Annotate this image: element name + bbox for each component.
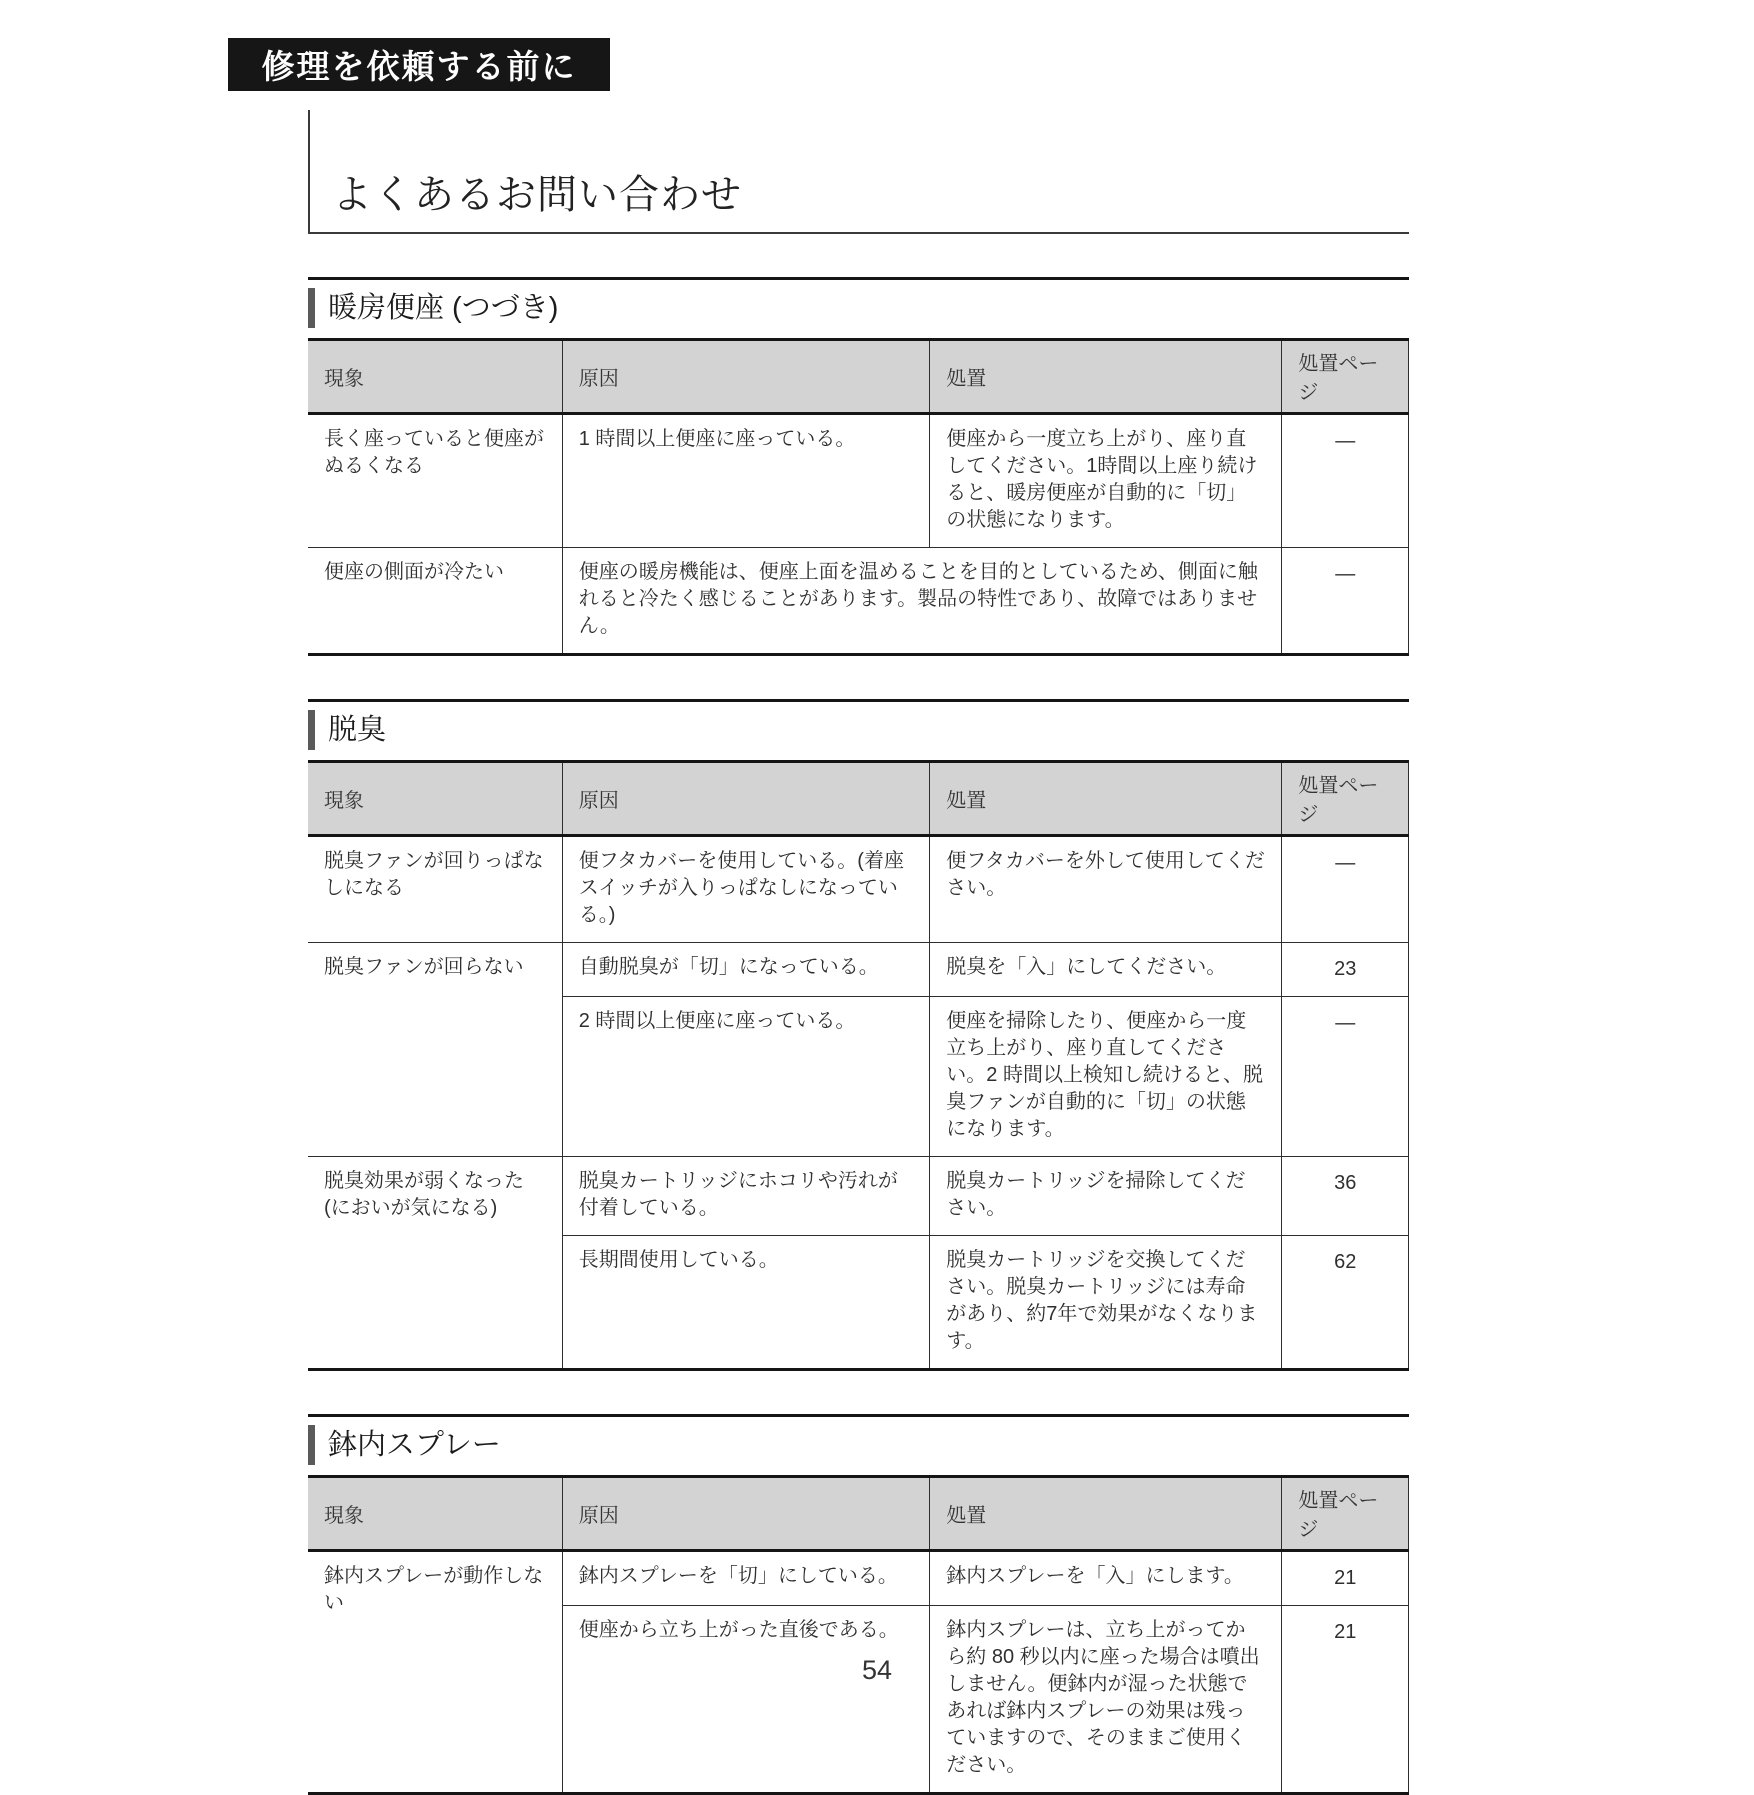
- content-area: [308, 110, 1409, 1795]
- page-title: よくあるお問い合わせ: [332, 173, 742, 217]
- col-header-treatment: 処置: [930, 1477, 1282, 1551]
- cause-cell: 2 時間以上便座に座っている。: [562, 997, 930, 1157]
- treatment-cell: 脱臭を「入」にしてください。: [930, 943, 1282, 997]
- cause-cell: 1 時間以上便座に座っている。: [562, 414, 930, 548]
- col-header-treatment: 処置: [930, 762, 1282, 836]
- col-header-cause: 原因: [562, 340, 930, 414]
- page-ref-cell: —: [1282, 548, 1409, 655]
- section-heading-label: 鉢内スプレー: [328, 1429, 501, 1461]
- col-header-page: 処置ページ: [1282, 1477, 1409, 1551]
- section-heading: [308, 702, 1409, 760]
- cause-cell: 自動脱臭が「切」になっている。: [562, 943, 930, 997]
- cause-cell: 脱臭カートリッジにホコリや汚れが付着している。: [562, 1157, 930, 1236]
- page-ref-cell: 21: [1282, 1551, 1409, 1606]
- cause-cell: 便座から立ち上がった直後である。: [562, 1606, 930, 1794]
- page-ref-cell: —: [1282, 414, 1409, 548]
- section-heading: [308, 280, 1409, 338]
- treatment-cell: 便座から一度立ち上がり、座り直してください。1時間以上座り続けると、暖房便座が自動的に「切」の状態になります。: [930, 414, 1282, 548]
- col-header-treatment: 処置: [930, 340, 1282, 414]
- phenomenon-cell: 長く座っていると便座がぬるくなる: [308, 414, 562, 548]
- section-heading: [308, 1417, 1409, 1475]
- col-header-phenomenon: 現象: [308, 340, 562, 414]
- phenomenon-cell: 脱臭効果が弱くなった (においが気になる): [308, 1157, 562, 1370]
- treatment-cell: 鉢内スプレーは、立ち上がってから約 80 秒以内に座った場合は噴出しません。便鉢内が湿った状態であれば鉢内スプレーの効果は残っていますので、そのままご使用ください。: [930, 1606, 1282, 1794]
- col-header-cause: 原因: [562, 762, 930, 836]
- chapter-banner: [228, 38, 610, 91]
- treatment-cell: 便座を掃除したり、便座から一度立ち上がり、座り直してください。2 時間以上検知し続けると、脱臭ファンが自動的に「切」の状態になります。: [930, 997, 1282, 1157]
- page-ref-cell: 23: [1282, 943, 1409, 997]
- col-header-page: 処置ページ: [1282, 340, 1409, 414]
- col-header-phenomenon: 現象: [308, 762, 562, 836]
- table-header-row: [308, 762, 1409, 836]
- table-row: [308, 1157, 1409, 1236]
- table-header-row: [308, 1477, 1409, 1551]
- table-row: [308, 943, 1409, 997]
- cause-cell: 鉢内スプレーを「切」にしている。: [562, 1551, 930, 1606]
- phenomenon-cell: 便座の側面が冷たい: [308, 548, 562, 655]
- table-row: [308, 548, 1409, 655]
- table-row: [308, 836, 1409, 943]
- faq-table-deodorizer: [308, 760, 1409, 1371]
- heading-bar-icon: [308, 1425, 315, 1465]
- title-block: [308, 110, 1409, 234]
- heading-bar-icon: [308, 288, 315, 328]
- treatment-cell: 便フタカバーを外して使用してください。: [930, 836, 1282, 943]
- col-header-cause: 原因: [562, 1477, 930, 1551]
- page-ref-cell: —: [1282, 997, 1409, 1157]
- col-header-page: 処置ページ: [1282, 762, 1409, 836]
- table-row: [308, 414, 1409, 548]
- treatment-cell: 脱臭カートリッジを交換してください。脱臭カートリッジには寿命があり、約7年で効果がなくなります。: [930, 1236, 1282, 1370]
- chapter-banner-label: 修理を依頼する前に: [261, 48, 577, 85]
- page-ref-cell: 21: [1282, 1606, 1409, 1794]
- faq-table-heated-seat: [308, 338, 1409, 656]
- page-ref-cell: 36: [1282, 1157, 1409, 1236]
- table-header-row: [308, 340, 1409, 414]
- page-number: 54: [861, 1655, 893, 1685]
- cause-cell: 長期間使用している。: [562, 1236, 930, 1370]
- faq-table-bowl-spray: [308, 1475, 1409, 1795]
- treatment-cell: 鉢内スプレーを「入」にします。: [930, 1551, 1282, 1606]
- section-deodorizer: [308, 699, 1409, 1371]
- section-heading-label: 脱臭: [328, 714, 387, 746]
- phenomenon-cell: 脱臭ファンが回りっぱなしになる: [308, 836, 562, 943]
- section-heading-label: 暖房便座 (つづき): [328, 292, 559, 324]
- table-row: [308, 1551, 1409, 1606]
- section-heated-seat: [308, 277, 1409, 656]
- cause-cell: 便フタカバーを使用している。(着座スイッチが入りっぱなしになっている。): [562, 836, 930, 943]
- page-ref-cell: —: [1282, 836, 1409, 943]
- page-ref-cell: 62: [1282, 1236, 1409, 1370]
- heading-bar-icon: [308, 710, 315, 750]
- phenomenon-cell: 鉢内スプレーが動作しない: [308, 1551, 562, 1794]
- section-bowl-spray: [308, 1414, 1409, 1795]
- phenomenon-cell: 脱臭ファンが回らない: [308, 943, 562, 1157]
- col-header-phenomenon: 現象: [308, 1477, 562, 1551]
- treatment-cell: 脱臭カートリッジを掃除してください。: [930, 1157, 1282, 1236]
- cause-cell: 便座の暖房機能は、便座上面を温めることを目的としているため、側面に触れると冷たく感じることがあります。製品の特性であり、故障ではありません。: [562, 548, 1282, 655]
